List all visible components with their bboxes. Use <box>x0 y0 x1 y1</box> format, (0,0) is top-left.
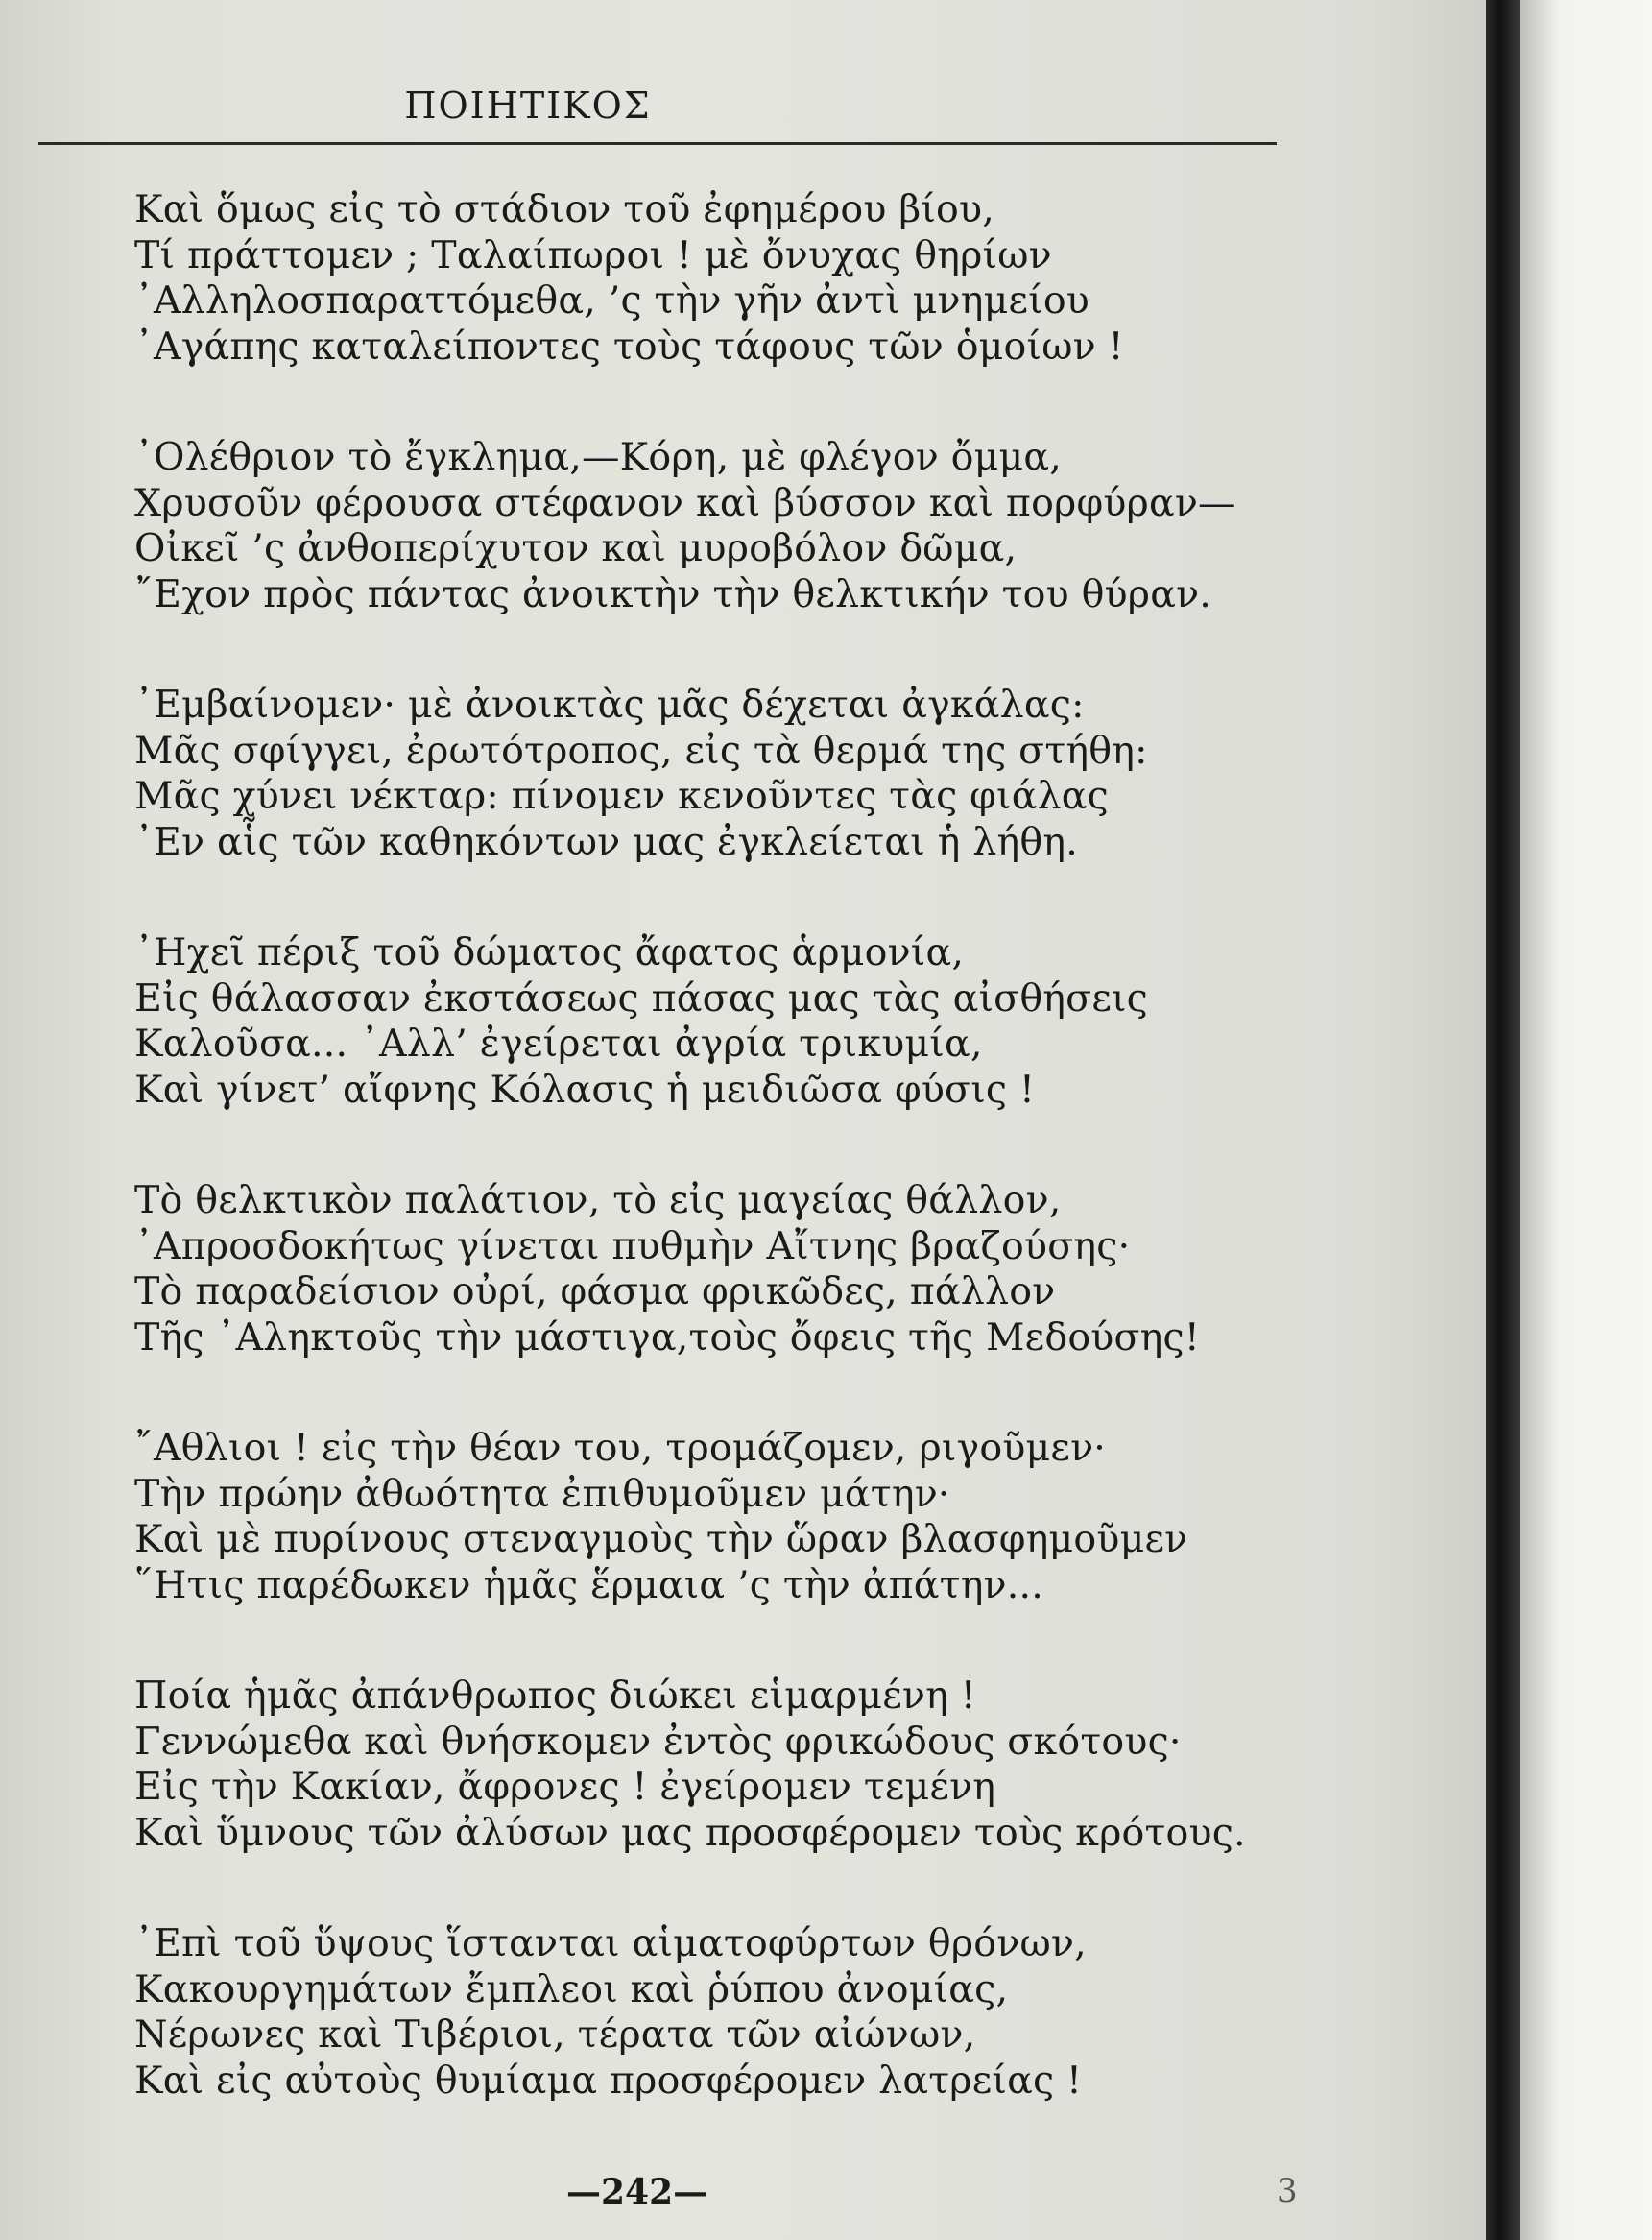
stanza <box>134 187 1229 370</box>
facing-page-edge <box>1520 0 1652 2240</box>
verse-line: Τῆς ᾿Αληκτοῦς τὴν μάστιγα,τοὺς ὄφεις τῆς Μεδούσης! <box>134 1314 1200 1360</box>
stanza <box>134 1674 1246 1856</box>
verse-line: Τὸ θελκτικὸν παλάτιον, τὸ εἰς μαγείας θάλλον, <box>134 1178 1062 1222</box>
verse-line: ᾿Εν αἷς τῶν καθηκόντων μας ἐγκλείεται ἡ λήθη. <box>134 819 1078 864</box>
verse-line: ῎Εχον πρὸς πάντας ἀνοικτὴν τὴν θελκτικήν του θύραν. <box>134 571 1212 616</box>
verse-line: ᾿Ηχεῖ πέριξ τοῦ δώματος ἄφατος ἁρμονία, <box>134 930 965 975</box>
verse-line: ῞Ητις παρέδωκεν ἡμᾶς ἕρμαια ’ς τὴν ἀπάτην... <box>134 1562 1044 1607</box>
verse-line: Χρυσοῦν φέρουσα στέφανον καὶ βύσσον καὶ πορφύραν— <box>134 480 1236 525</box>
poem-body <box>134 187 1246 2169</box>
verse-line: Μᾶς σφίγγει, ἐρωτότροπος, εἰς τὰ θερμά της στήθη: <box>134 728 1148 773</box>
verse-line: ῎Αθλιοι ! εἰς τὴν θέαν του, τρομάζομεν, ριγοῦμεν· <box>134 1426 1107 1470</box>
verse-line: Καὶ ὅμως εἰς τὸ στάδιον τοῦ ἐφημέρου βίου, <box>134 187 994 231</box>
verse-line: Κακουργημάτων ἔμπλεοι καὶ ῥύπου ἀνομίας, <box>134 1966 1009 2011</box>
verse-line: Καὶ εἰς αὐτοὺς θυμίαμα προσφέρομεν λατρείας ! <box>134 2058 1083 2103</box>
stanza <box>134 930 1229 1113</box>
verse-line: Καὶ γίνετ’ αἴφνης Κόλασις ἡ μειδιῶσα φύσις ! <box>134 1067 1036 1112</box>
verse-line: Καλοῦσα... ᾿Αλλ’ ἐγείρεται ἀγρία τρικυμία, <box>134 1022 983 1066</box>
verse-line: Ποία ἡμᾶς ἀπάνθρωπος διώκει εἱμαρμένη ! <box>134 1674 976 1718</box>
verse-line: Τί πράττομεν ; Ταλαίπωροι ! μὲ ὄνυχας θηρίων <box>134 232 1052 277</box>
stanza <box>134 435 1236 617</box>
verse-line: ᾿Εμβαίνομεν· μὲ ἀνοικτὰς μᾶς δέχεται ἀγκάλας: <box>134 683 1085 727</box>
running-title: ΠΟΙΗΤΙΚΟΣ <box>404 84 652 127</box>
verse-line: ᾿Αλληλοσπαραττόμεθα, ’ς τὴν γῆν ἀντὶ μνημείου <box>134 278 1090 323</box>
verse-line: ᾿Ολέθριον τὸ ἔγκλημα,—Κόρη, μὲ φλέγον ὄμμα, <box>134 435 1063 479</box>
verse-line: Νέρωνες καὶ Τιβέριοι, τέρατα τῶν αἰώνων, <box>134 2012 976 2057</box>
verse-line: Εἰς θάλασσαν ἐκστάσεως πάσας μας τὰς αἰσθήσεις <box>134 975 1149 1021</box>
stanza <box>134 1921 1229 2104</box>
stanza <box>134 683 1229 865</box>
verse-line: Τὸ παραδείσιον οὐρί, φάσμα φρικῶδες, πάλλον <box>134 1269 1056 1313</box>
verse-line: Μᾶς χύνει νέκταρ: πίνομεν κενοῦντες τὰς φιάλας <box>134 774 1110 818</box>
verse-line: Εἰς τὴν Κακίαν, ἄφρονες ! ἐγείρομεν τεμένη <box>134 1765 996 1809</box>
corner-mark: 3 <box>1277 2172 1298 2210</box>
verse-line: Οἰκεῖ ’ς ἀνθοπερίχυτον καὶ μυροβόλον δῶμα, <box>134 526 1018 570</box>
page-number: —242— <box>566 2172 708 2212</box>
stanza <box>134 1426 1229 1608</box>
verse-line: Γεννώμεθα καὶ θνήσκομεν ἐντὸς φρικώδους σκότους· <box>134 1719 1182 1764</box>
header-rule <box>38 142 1277 145</box>
verse-line: ᾿Αγάπης καταλείποντες τοὺς τάφους τῶν ὁμοίων ! <box>134 324 1124 369</box>
verse-line: Τὴν πρώην ἀθωότητα ἐπιθυμοῦμεν μάτην· <box>134 1471 950 1516</box>
verse-line: ᾿Απροσδοκήτως γίνεται πυθμὴν Αἴτνης βραζούσης· <box>134 1223 1131 1268</box>
verse-line: Καὶ μὲ πυρίνους στεναγμοὺς τὴν ὥραν βλασφημοῦμεν <box>134 1517 1188 1561</box>
stanza <box>134 1178 1229 1361</box>
verse-line: ᾿Επὶ τοῦ ὕψους ἵστανται αἱματοφύρτων θρόνων, <box>134 1921 1087 1965</box>
verse-line: Καὶ ὕμνους τῶν ἀλύσων μας προσφέρομεν τοὺς κρότους. <box>134 1810 1246 1855</box>
book-spine <box>1486 0 1520 2240</box>
